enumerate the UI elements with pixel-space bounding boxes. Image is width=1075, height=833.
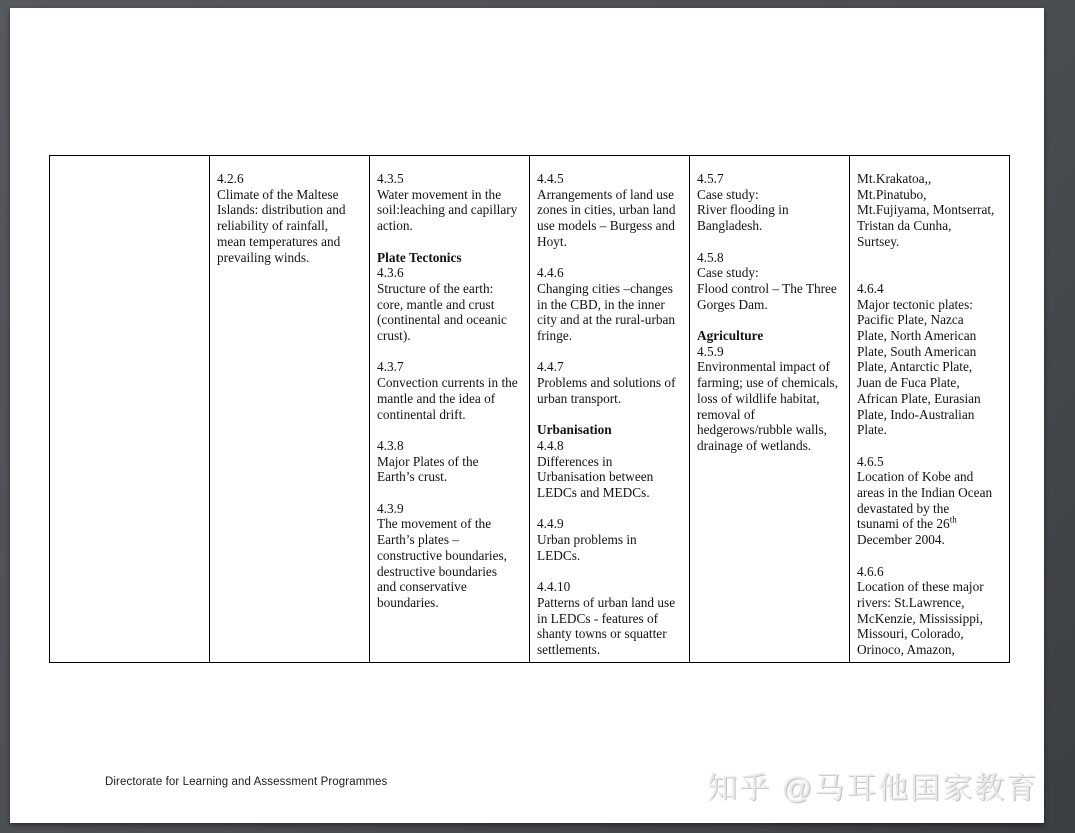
table-cell	[209, 156, 369, 662]
syllabus-block: 4.4.8 Differences in Urbanisation between LEDCs and MEDCs.	[537, 437, 654, 501]
syllabus-block: 4.3.5 Water movement in the soil:leaching and capillary action.	[377, 171, 518, 234]
syllabus-block: 4.3.8 Major Plates of the Earth’s crust.	[377, 437, 479, 485]
syllabus-block: 4.6.6 Location of these major rivers: St.Lawrence, McKenzie, Mississippi, Missouri, Colorado, Orinoco, Amazon,	[857, 563, 984, 658]
watermark-zhihu: 知乎 @马耳他国家教育	[707, 772, 1038, 805]
syllabus-block: Mt.Krakatoa,, Mt.Pinatubo, Mt.Fujiyama, Montserrat, Tristan da Cunha, Surtsey.	[857, 171, 995, 249]
syllabus-block: 4.6.5 Location of Kobe and areas in the Indian Ocean devastated by the tsunami of the 26th December 2004.	[857, 453, 993, 548]
table-cell	[849, 156, 1009, 662]
table-cell	[529, 156, 689, 662]
syllabus-block: 4.4.7 Problems and solutions of urban transport.	[537, 359, 676, 406]
syllabus-block: 4.4.5 Arrangements of land use zones in cities, urban land use models – Burgess and Hoyt.	[537, 171, 676, 249]
syllabus-table	[49, 155, 1010, 663]
footer-text: Directorate for Learning and Assessment Programmes	[105, 776, 388, 788]
syllabus-block: 4.3.9 The movement of the Earth’s plates – constructive boundaries, destructive boundaries and conservative boundaries.	[377, 500, 507, 610]
table-cell	[689, 156, 849, 662]
syllabus-block: 4.5.8 Case study: Flood control – The Three Gorges Dam.	[697, 249, 837, 312]
syllabus-block: 4.6.4 Major tectonic plates: Pacific Plate, Nazca Plate, North American Plate, South American Plate, Antarctic Plate, Juan de Fuca Plate, African Plate, Eurasian Plate, Indo-Australian Plate.	[857, 280, 981, 438]
syllabus-block: 4.5.9 Environmental impact of farming; use of chemicals, loss of wildlife habitat, removal of hedgerows/rubble walls, drainage of wetlands.	[697, 343, 839, 453]
table-cell	[369, 156, 529, 662]
syllabus-block: Agriculture	[697, 328, 764, 343]
syllabus-block: 4.4.10 Patterns of urban land use in LEDCs - features of shanty towns or squatter settlements.	[537, 579, 676, 658]
syllabus-block: 4.4.6 Changing cities –changes in the CBD, in the inner city and at the rural-urban fringe.	[537, 265, 676, 344]
syllabus-block: 4.3.7 Convection currents in the mantle and the idea of continental drift.	[377, 359, 518, 422]
document-page	[10, 8, 1044, 823]
table-cell	[50, 156, 209, 662]
syllabus-block: 4.2.6 Climate of the Maltese Islands: distribution and reliability of rainfall, mean temperatures and prevailing winds.	[217, 171, 346, 265]
syllabus-block: Urbanisation	[537, 422, 612, 438]
syllabus-block: 4.5.7 Case study: River flooding in Bangladesh.	[697, 171, 789, 234]
syllabus-block: 4.4.9 Urban problems in LEDCs.	[537, 516, 637, 563]
syllabus-block: 4.3.6 Structure of the earth: core, mantle and crust (continental and oceanic crust).	[377, 265, 507, 344]
syllabus-block: Plate Tectonics	[377, 249, 462, 265]
